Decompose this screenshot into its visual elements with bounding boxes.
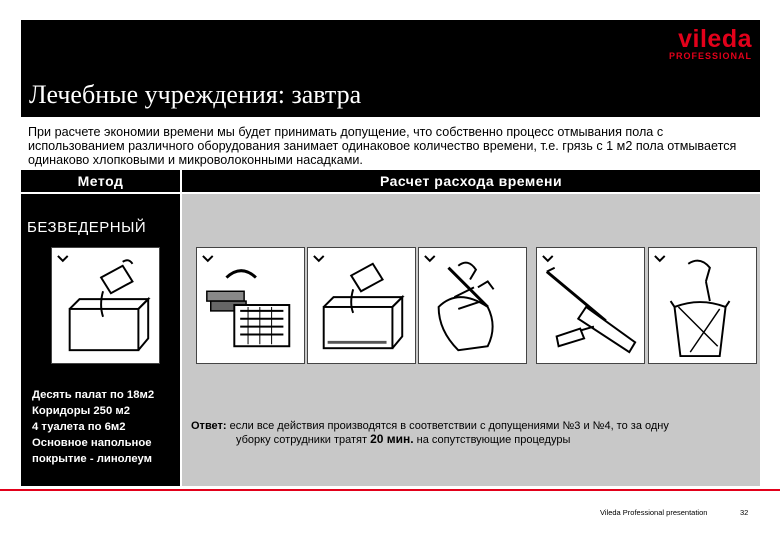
method-desc-line: Основное напольное покрытие - линолеум xyxy=(32,437,152,465)
answer-time: 20 мин. xyxy=(370,431,414,446)
pouring-solution-into-box-icon xyxy=(307,247,416,364)
method-name: БЕЗВЕДЕРНЫЙ xyxy=(27,219,147,236)
footer-text: Vileda Professional presentation xyxy=(600,508,708,517)
vileda-logo xyxy=(662,26,752,61)
footer-divider xyxy=(0,489,780,491)
pouring-solution-into-box-icon xyxy=(51,247,160,364)
loading-mops-into-box-icon xyxy=(196,247,305,364)
header-method: Метод xyxy=(21,170,180,192)
answer-text-line2b: на сопутствующие процедуры xyxy=(413,433,571,446)
answer-label: Ответ: xyxy=(191,420,227,432)
method-desc-line: 4 туалета по 6м2 xyxy=(32,421,126,433)
intro-paragraph: При расчете экономии времени мы будет принимать допущение, что собственно процесс отмывания пола с использованием различного оборудования занимает одинаковое количество времени, т.е. грязь с 1 м2 пола отмывается одинаково хлопковыми и микроволоконными насадками. xyxy=(28,125,737,167)
page-title: Лечебные учреждения: завтра xyxy=(29,80,362,109)
header-calculation: Расчет расхода времени xyxy=(182,170,760,192)
title-banner xyxy=(21,20,760,117)
mopping-floor-icon xyxy=(536,247,645,364)
wringing-mop-icon xyxy=(418,247,527,364)
answer-text-line2a: уборку сотрудники тратят xyxy=(236,433,371,446)
logo-wordmark: vileda xyxy=(678,25,752,53)
answer-text-line1: если все действия производятся в соответствии с допущениями №3 и №4, то за одну xyxy=(226,420,669,432)
answer-text xyxy=(191,420,751,446)
method-desc-line: Десять палат по 18м2 xyxy=(32,389,155,401)
method-description xyxy=(32,387,177,467)
mop-into-bag-icon xyxy=(648,247,757,364)
logo-subtitle: PROFESSIONAL xyxy=(668,51,752,61)
page-number: 32 xyxy=(740,508,749,517)
method-desc-line: Коридоры 250 м2 xyxy=(32,405,131,417)
